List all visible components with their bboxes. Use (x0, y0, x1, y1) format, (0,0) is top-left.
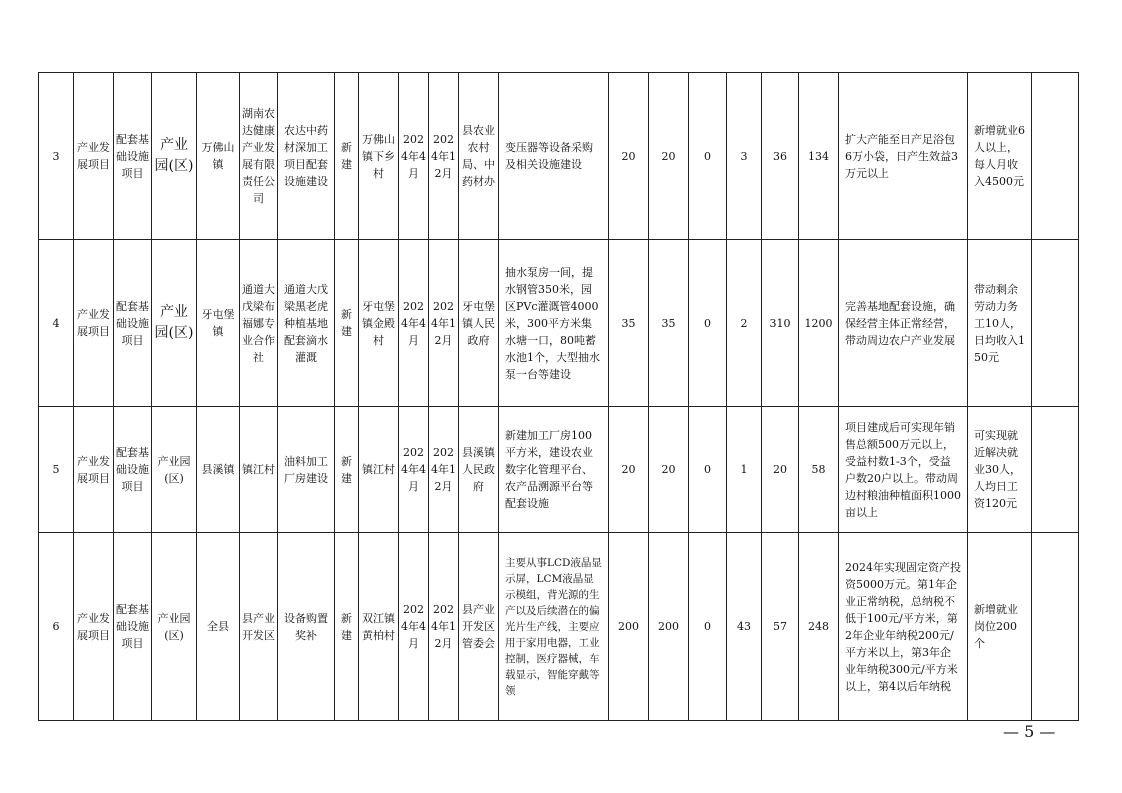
cell-other: 0 (689, 533, 727, 721)
cell-start-date: 2024年4月 (399, 73, 429, 240)
cell-department: 县产业开发区管委会 (459, 533, 499, 721)
cell-row-number: 4 (39, 240, 74, 407)
cell-nature: 新建 (335, 407, 359, 533)
cell-content: 抽水泵房一间，提水钢管350米，园区PVc灌溉管4000米，300平方米集水塘一口，80吨蓄水池1个，大型抽水泵一台等建设 (499, 240, 609, 407)
cell-n3: 58 (799, 407, 839, 533)
cell-other: 0 (689, 240, 727, 407)
cell-start-date: 2024年4月 (399, 533, 429, 721)
cell-end-date: 2024年12月 (429, 73, 459, 240)
cell-n3: 248 (799, 533, 839, 721)
cell-category: 产业发展项目 (74, 240, 114, 407)
cell-category: 产业发展项目 (74, 533, 114, 721)
cell-employment: 带动剩余劳动力务工10人，日均收入150元 (968, 240, 1032, 407)
cell-end-date: 2024年12月 (429, 533, 459, 721)
cell-subcategory: 配套基础设施项目 (114, 407, 152, 533)
cell-remark (1032, 240, 1079, 407)
cell-category: 产业发展项目 (74, 407, 114, 533)
cell-nature: 新建 (335, 533, 359, 721)
cell-end-date: 2024年12月 (429, 407, 459, 533)
cell-content: 新建加工厂房100平方米，建设农业数字化管理平台、农产品溯源平台等配套设施 (499, 407, 609, 533)
cell-location: 牙屯堡镇金殿村 (359, 240, 399, 407)
project-table (38, 72, 1079, 721)
cell-n1: 1 (727, 407, 762, 533)
page-number: — 5 — (1003, 722, 1056, 741)
cell-nature: 新建 (335, 240, 359, 407)
cell-unit: 镇江村 (240, 407, 278, 533)
cell-employment: 新增就业6人以上，每人月收入4500元 (968, 73, 1032, 240)
cell-town: 全县 (197, 533, 240, 721)
cell-unit: 湖南农达健康产业发展有限责任公司 (240, 73, 278, 240)
cell-remark (1032, 407, 1079, 533)
cell-content: 主要从事LCD液晶显示屏，LCM液晶显示模组，背光源的生产以及后续潜在的偏光片生产线，主要应用于家用电器，工业控制，医疗器械，车载显示，智能穿戴等领 (499, 533, 609, 721)
cell-project-name: 农达中药材深加工项目配套设施建设 (278, 73, 335, 240)
cell-project-name: 油料加工厂房建设 (278, 407, 335, 533)
cell-location: 万佛山镇下乡村 (359, 73, 399, 240)
cell-unit: 通道大戊梁布福娜专业合作社 (240, 240, 278, 407)
cell-total: 200 (609, 533, 649, 721)
cell-end-date: 2024年12月 (429, 240, 459, 407)
cell-fund: 20 (649, 407, 689, 533)
cell-n1: 2 (727, 240, 762, 407)
cell-fund: 200 (649, 533, 689, 721)
table-row (39, 533, 1079, 721)
cell-location: 双江镇黄柏村 (359, 533, 399, 721)
table-row (39, 407, 1079, 533)
cell-n2: 310 (762, 240, 799, 407)
cell-town: 县溪镇 (197, 407, 240, 533)
cell-n2: 20 (762, 407, 799, 533)
cell-row-number: 3 (39, 73, 74, 240)
cell-remark (1032, 73, 1079, 240)
cell-fund: 35 (649, 240, 689, 407)
cell-unit: 县产业开发区 (240, 533, 278, 721)
cell-n2: 36 (762, 73, 799, 240)
cell-benefit: 扩大产能至日产足浴包6万小袋，日产生效益3万元以上 (839, 73, 968, 240)
cell-other: 0 (689, 73, 727, 240)
cell-type: 产业园(区) (152, 533, 197, 721)
cell-type: 产业园(区) (152, 407, 197, 533)
cell-fund: 20 (649, 73, 689, 240)
cell-project-name: 设备购置奖补 (278, 533, 335, 721)
cell-subcategory: 配套基础设施项目 (114, 533, 152, 721)
cell-n2: 57 (762, 533, 799, 721)
cell-employment: 可实现就近解决就业30人，人均日工资120元 (968, 407, 1032, 533)
cell-row-number: 6 (39, 533, 74, 721)
cell-n3: 1200 (799, 240, 839, 407)
cell-project-name: 通道大戊梁黑老虎种植基地配套滴水灌溉 (278, 240, 335, 407)
cell-total: 35 (609, 240, 649, 407)
table-row (39, 73, 1079, 240)
cell-remark (1032, 533, 1079, 721)
table-row (39, 240, 1079, 407)
cell-total: 20 (609, 73, 649, 240)
cell-total: 20 (609, 407, 649, 533)
cell-n1: 43 (727, 533, 762, 721)
cell-nature: 新建 (335, 73, 359, 240)
cell-department: 县农业农村局、中药材办 (459, 73, 499, 240)
cell-department: 县溪镇人民政府 (459, 407, 499, 533)
cell-benefit: 2024年实现固定资产投资5000万元。第1年企业正常纳税，总纳税不低于100元/平方米，第2年企业年纳税200元/平方米以上，第3年企业年纳税300元/平方米以上，第4以后年纳税 (839, 533, 968, 721)
cell-start-date: 2024年4月 (399, 240, 429, 407)
cell-employment: 新增就业岗位200个 (968, 533, 1032, 721)
cell-town: 万佛山镇 (197, 73, 240, 240)
cell-row-number: 5 (39, 407, 74, 533)
cell-start-date: 2024年4月 (399, 407, 429, 533)
cell-content: 变压器等设备采购及相关设施建设 (499, 73, 609, 240)
cell-subcategory: 配套基础设施项目 (114, 240, 152, 407)
cell-benefit: 项目建成后可实现年销售总额500万元以上，受益村数1-3个，受益户数20户以上。带动周边村粮油种植面积1000亩以上 (839, 407, 968, 533)
cell-n3: 134 (799, 73, 839, 240)
cell-benefit: 完善基地配套设施，确保经营主体正常经营，带动周边农户产业发展 (839, 240, 968, 407)
cell-subcategory: 配套基础设施项目 (114, 73, 152, 240)
cell-other: 0 (689, 407, 727, 533)
cell-town: 牙屯堡镇 (197, 240, 240, 407)
cell-location: 镇江村 (359, 407, 399, 533)
cell-category: 产业发展项目 (74, 73, 114, 240)
cell-type: 产业园(区) (152, 73, 197, 240)
cell-department: 牙屯堡镇人民政府 (459, 240, 499, 407)
cell-type: 产业园(区) (152, 240, 197, 407)
cell-n1: 3 (727, 73, 762, 240)
